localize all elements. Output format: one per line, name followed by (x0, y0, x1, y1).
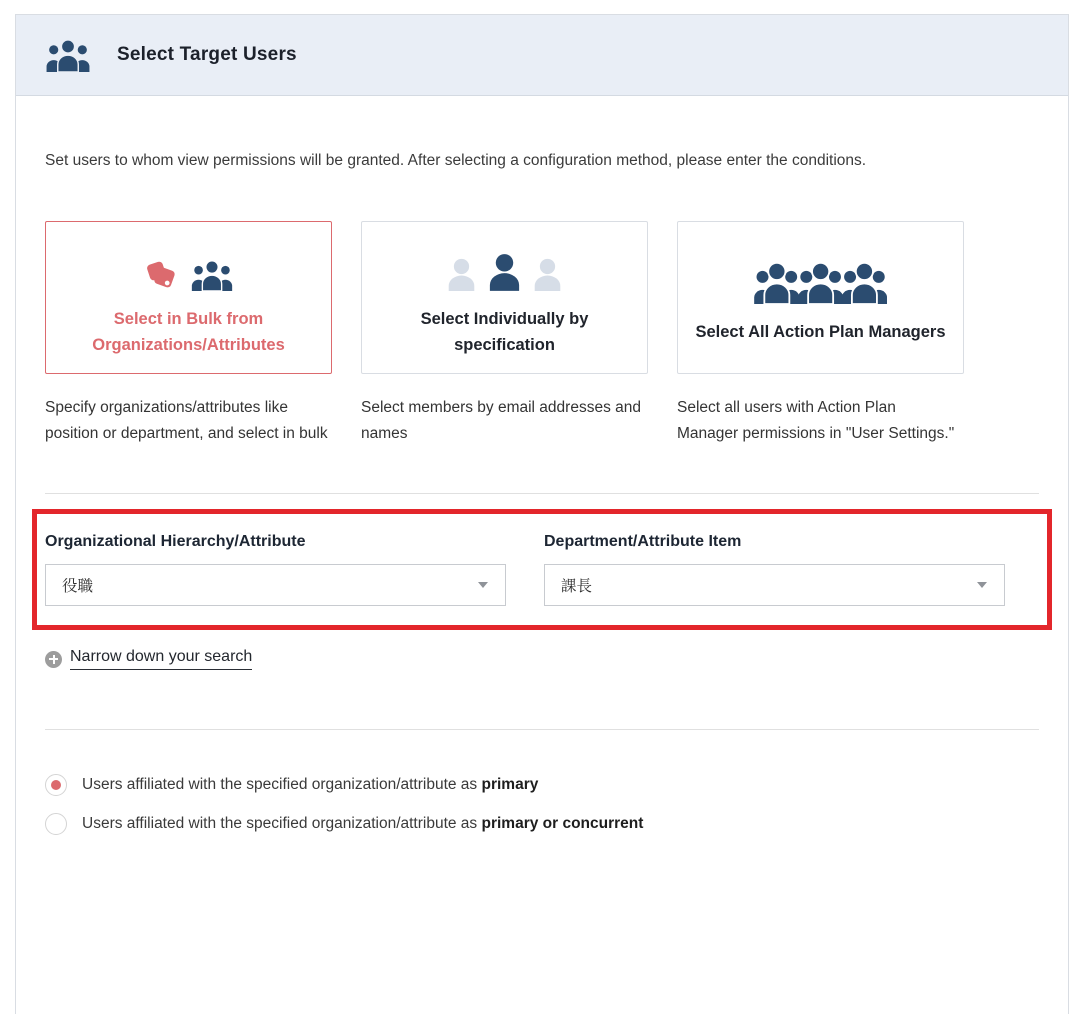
person-icon-selected (488, 253, 521, 291)
method-card-all-managers[interactable] (677, 221, 964, 374)
page-title: Select Target Users (117, 44, 297, 65)
method-description: Select members by email addresses and names (361, 399, 641, 442)
method-card-title: Select Individually by specification (420, 309, 589, 354)
panel-header (16, 15, 1068, 96)
section-divider (45, 729, 1039, 730)
radio-option-primary[interactable] (45, 774, 1039, 796)
hierarchy-field-label: Organizational Hierarchy/Attribute (45, 533, 306, 551)
person-icon-muted (447, 258, 476, 291)
plus-circle-icon (45, 651, 62, 668)
hierarchy-select[interactable] (45, 564, 506, 606)
narrow-down-search-link[interactable] (45, 648, 252, 670)
radio-option-label: Users affiliated with the specified organization/attribute as primary (82, 775, 539, 793)
radio-button-selected[interactable] (45, 774, 67, 796)
radio-option-label: Users affiliated with the specified organization/attribute as primary or concurrent (82, 814, 644, 832)
method-card-bulk-organizations[interactable] (45, 221, 332, 374)
method-card-title: Select All Action Plan Managers (695, 322, 946, 341)
users-group-icon (46, 39, 90, 72)
method-card-icons (145, 237, 233, 291)
method-card-icons (447, 237, 562, 291)
method-description: Select all users with Action Plan Manager permissions in "User Settings." (677, 399, 955, 442)
panel-content (16, 152, 1068, 835)
highlight-annotation-box (32, 509, 1052, 630)
select-target-users-panel (15, 14, 1069, 1014)
section-divider (45, 493, 1039, 494)
department-field (544, 530, 1005, 606)
radio-option-primary-or-concurrent[interactable] (45, 813, 1039, 835)
method-cards (45, 221, 1039, 374)
method-card-icons (754, 250, 887, 304)
chevron-down-icon (478, 582, 488, 588)
radio-button-unselected[interactable] (45, 813, 67, 835)
method-descriptions (45, 395, 1039, 446)
intro-text: Set users to whom view permissions will be granted. After selecting a configuration method, please enter the conditions. (45, 152, 867, 169)
department-field-label: Department/Attribute Item (544, 533, 742, 551)
users-group-icon (191, 260, 233, 291)
affiliation-radio-group (45, 774, 1039, 835)
hierarchy-select-value: 役職 (62, 578, 94, 596)
hierarchy-field (45, 530, 506, 606)
method-description: Specify organizations/attributes like position or department, and select in bulk (45, 399, 328, 442)
tags-icon (145, 261, 179, 291)
narrow-down-search-label: Narrow down your search (70, 648, 252, 670)
department-select-value: 課長 (561, 578, 593, 596)
chevron-down-icon (977, 582, 987, 588)
method-card-individually[interactable] (361, 221, 648, 374)
method-card-title: Select in Bulk from Organizations/Attributes (92, 309, 285, 354)
person-icon-muted (533, 258, 562, 291)
crowd-icon (754, 261, 887, 304)
department-select[interactable] (544, 564, 1005, 606)
